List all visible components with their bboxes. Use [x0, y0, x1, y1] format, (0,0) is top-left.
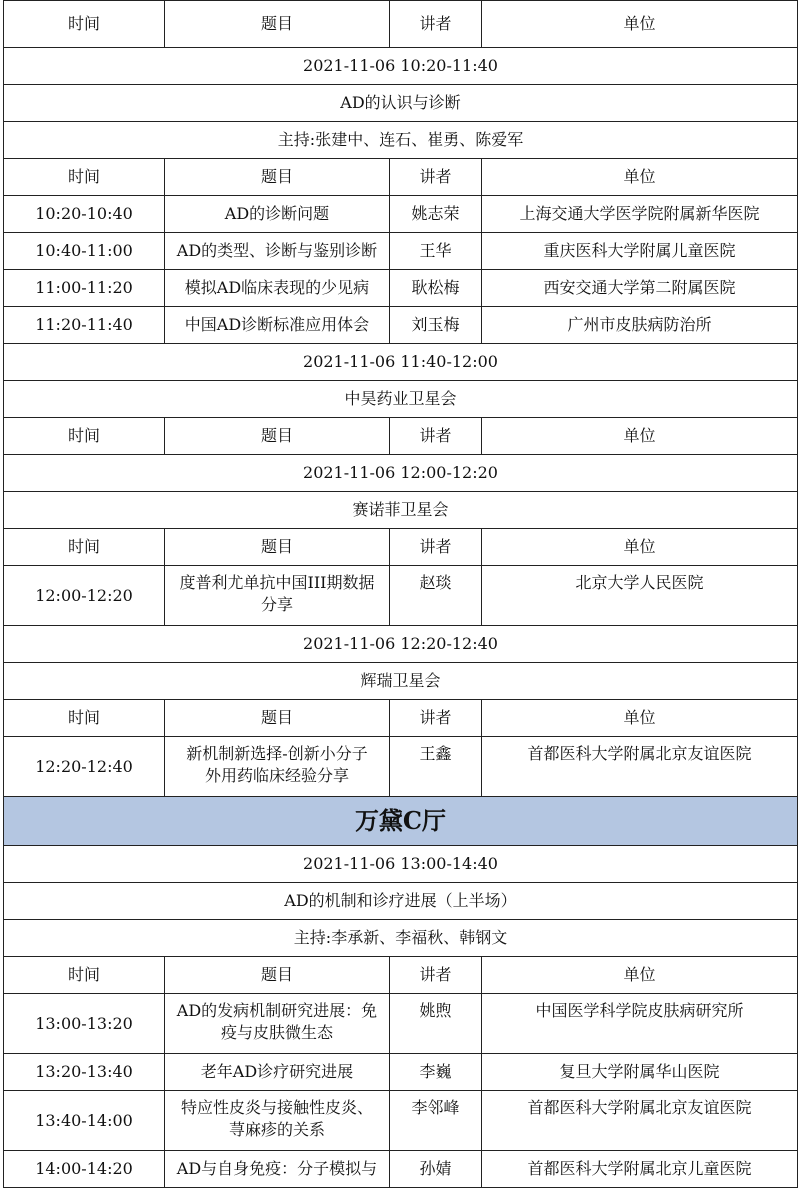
row-topic: AD的类型、诊断与鉴别诊断 — [165, 233, 390, 270]
session-host-row — [4, 122, 798, 159]
row-topic — [165, 566, 390, 626]
session-title-row — [4, 663, 798, 700]
row-unit: 西安交通大学第二附属医院 — [482, 270, 798, 307]
row-topic: 中国AD诊断标准应用体会 — [165, 307, 390, 344]
header-unit: 单位 — [482, 418, 798, 455]
row-time: 12:20-12:40 — [4, 737, 165, 797]
row-unit: 中国医学科学院皮肤病研究所 — [482, 994, 798, 1054]
row-topic-line: 疫与皮肤微生态 — [220, 1023, 333, 1042]
session-host: 主持:张建中、连石、崔勇、陈爱军 — [4, 122, 798, 159]
row-unit: 首都医科大学附属北京儿童医院 — [482, 1151, 798, 1188]
row-unit: 复旦大学附属华山医院 — [482, 1054, 798, 1091]
schedule-table — [3, 0, 798, 1188]
row-unit: 广州市皮肤病防治所 — [482, 307, 798, 344]
table-row — [4, 196, 798, 233]
header-speaker: 讲者 — [390, 700, 482, 737]
row-speaker: 耿松梅 — [390, 270, 482, 307]
header-row — [4, 957, 798, 994]
row-topic-line: AD的发病机制研究进展：免 — [176, 1001, 378, 1020]
row-time: 11:00-11:20 — [4, 270, 165, 307]
header-speaker: 讲者 — [390, 957, 482, 994]
session-time: 2021-11-06 13:00-14:40 — [4, 846, 798, 883]
hall-title: 万黛C厅 — [4, 797, 798, 846]
session-title-row — [4, 381, 798, 418]
header-topic: 题目 — [165, 1, 390, 48]
row-unit: 首都医科大学附属北京友谊医院 — [482, 1091, 798, 1151]
row-time: 12:00-12:20 — [4, 566, 165, 626]
table-row — [4, 737, 798, 797]
session-title: AD的机制和诊疗进展（上半场） — [4, 883, 798, 920]
row-topic-line: 特应性皮炎与接触性皮炎、 — [180, 1098, 373, 1117]
row-speaker: 姚煦 — [390, 994, 482, 1054]
header-time: 时间 — [4, 1, 165, 48]
row-topic — [165, 737, 390, 797]
session-time: 2021-11-06 12:20-12:40 — [4, 626, 798, 663]
table-row — [4, 566, 798, 626]
header-topic: 题目 — [165, 700, 390, 737]
header-row — [4, 700, 798, 737]
row-unit: 上海交通大学医学院附属新华医院 — [482, 196, 798, 233]
table-row — [4, 994, 798, 1054]
row-time: 10:20-10:40 — [4, 196, 165, 233]
header-row — [4, 1, 798, 48]
header-row — [4, 529, 798, 566]
row-speaker: 赵琰 — [390, 566, 482, 626]
header-unit: 单位 — [482, 957, 798, 994]
header-row — [4, 418, 798, 455]
session-time: 2021-11-06 12:00-12:20 — [4, 455, 798, 492]
header-speaker: 讲者 — [390, 529, 482, 566]
header-time: 时间 — [4, 529, 165, 566]
row-topic — [165, 994, 390, 1054]
header-topic: 题目 — [165, 159, 390, 196]
header-topic: 题目 — [165, 529, 390, 566]
session-host-row — [4, 920, 798, 957]
table-row — [4, 1091, 798, 1151]
session-title: AD的认识与诊断 — [4, 85, 798, 122]
row-topic — [165, 1091, 390, 1151]
session-title: 中昊药业卫星会 — [4, 381, 798, 418]
session-title: 赛诺菲卫星会 — [4, 492, 798, 529]
row-topic-line: 分享 — [260, 595, 293, 614]
row-topic-line: 度普利尤单抗中国III期数据 — [179, 573, 375, 592]
header-speaker: 讲者 — [390, 418, 482, 455]
row-unit: 北京大学人民医院 — [482, 566, 798, 626]
header-unit: 单位 — [482, 529, 798, 566]
row-topic: 模拟AD临床表现的少见病 — [165, 270, 390, 307]
row-time: 13:00-13:20 — [4, 994, 165, 1054]
header-row — [4, 159, 798, 196]
header-time: 时间 — [4, 418, 165, 455]
row-topic-line: 外用药临床经验分享 — [204, 766, 349, 785]
table-row — [4, 270, 798, 307]
table-row — [4, 1151, 798, 1188]
session-time-row — [4, 626, 798, 663]
header-time: 时间 — [4, 957, 165, 994]
header-unit: 单位 — [482, 159, 798, 196]
session-title-row — [4, 492, 798, 529]
table-row — [4, 1054, 798, 1091]
row-speaker: 孙婧 — [390, 1151, 482, 1188]
row-time: 10:40-11:00 — [4, 233, 165, 270]
session-time-row — [4, 344, 798, 381]
row-speaker: 王鑫 — [390, 737, 482, 797]
session-time-row — [4, 846, 798, 883]
header-unit: 单位 — [482, 700, 798, 737]
row-time: 13:20-13:40 — [4, 1054, 165, 1091]
row-speaker: 李邻峰 — [390, 1091, 482, 1151]
row-time: 11:20-11:40 — [4, 307, 165, 344]
table-row — [4, 307, 798, 344]
row-unit: 重庆医科大学附属儿童医院 — [482, 233, 798, 270]
row-topic: AD与自身免疫：分子模拟与 — [165, 1151, 390, 1188]
header-speaker: 讲者 — [390, 159, 482, 196]
session-time-row — [4, 48, 798, 85]
row-topic: AD的诊断问题 — [165, 196, 390, 233]
session-host: 主持:李承新、李福秋、韩钢文 — [4, 920, 798, 957]
session-title-row — [4, 883, 798, 920]
session-time: 2021-11-06 10:20-11:40 — [4, 48, 798, 85]
row-speaker: 刘玉梅 — [390, 307, 482, 344]
session-title-row — [4, 85, 798, 122]
row-topic: 老年AD诊疗研究进展 — [165, 1054, 390, 1091]
table-row — [4, 233, 798, 270]
header-time: 时间 — [4, 700, 165, 737]
session-title: 辉瑞卫星会 — [4, 663, 798, 700]
row-unit: 首都医科大学附属北京友谊医院 — [482, 737, 798, 797]
row-speaker: 姚志荣 — [390, 196, 482, 233]
header-topic: 题目 — [165, 418, 390, 455]
row-time: 13:40-14:00 — [4, 1091, 165, 1151]
row-time: 14:00-14:20 — [4, 1151, 165, 1188]
row-topic-line: 新机制新选择-创新小分子 — [186, 744, 368, 763]
header-speaker: 讲者 — [390, 1, 482, 48]
header-unit: 单位 — [482, 1, 798, 48]
row-topic-line: 荨麻疹的关系 — [228, 1120, 325, 1139]
session-time: 2021-11-06 11:40-12:00 — [4, 344, 798, 381]
row-speaker: 李巍 — [390, 1054, 482, 1091]
row-speaker: 王华 — [390, 233, 482, 270]
hall-row — [4, 797, 798, 846]
session-time-row — [4, 455, 798, 492]
header-time: 时间 — [4, 159, 165, 196]
header-topic: 题目 — [165, 957, 390, 994]
